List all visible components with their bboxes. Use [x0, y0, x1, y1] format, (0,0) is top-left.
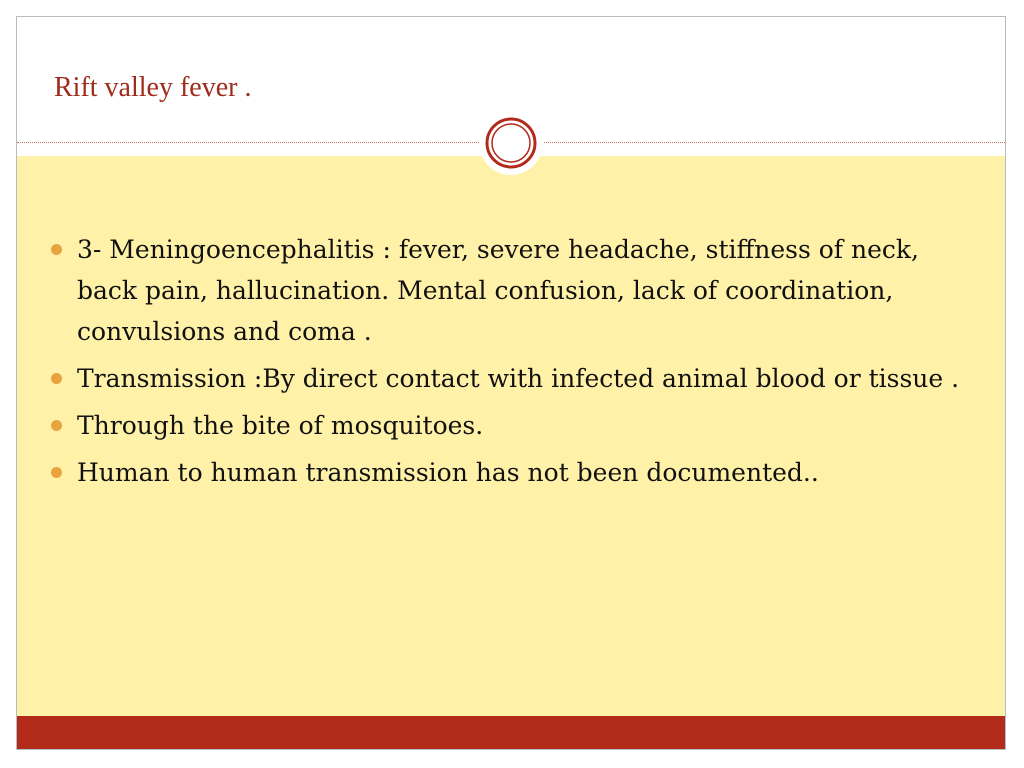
slide — [16, 16, 1006, 750]
footer-bar — [17, 716, 1005, 750]
slide-title: Rift valley fever . — [54, 72, 252, 103]
bullet-text: 3- Meningoencephalitis : fever, severe headache, stiffness of neck, back pain, hallucination. Mental confusion, lack of coordination, convulsions and coma . — [77, 235, 920, 346]
bullet-list — [51, 229, 981, 499]
list-item — [51, 358, 981, 399]
list-item — [51, 405, 981, 446]
bullet-text: Through the bite of mosquitoes. — [77, 411, 484, 440]
bullet-icon — [51, 244, 62, 255]
bullet-icon — [51, 420, 62, 431]
circle-ornament-icon — [479, 111, 543, 175]
bullet-icon — [51, 373, 62, 384]
list-item — [51, 452, 981, 493]
list-item — [51, 229, 981, 352]
bullet-icon — [51, 467, 62, 478]
bullet-text: Human to human transmission has not been documented.. — [77, 458, 819, 487]
bullet-text: Transmission :By direct contact with infected animal blood or tissue . — [77, 364, 960, 393]
